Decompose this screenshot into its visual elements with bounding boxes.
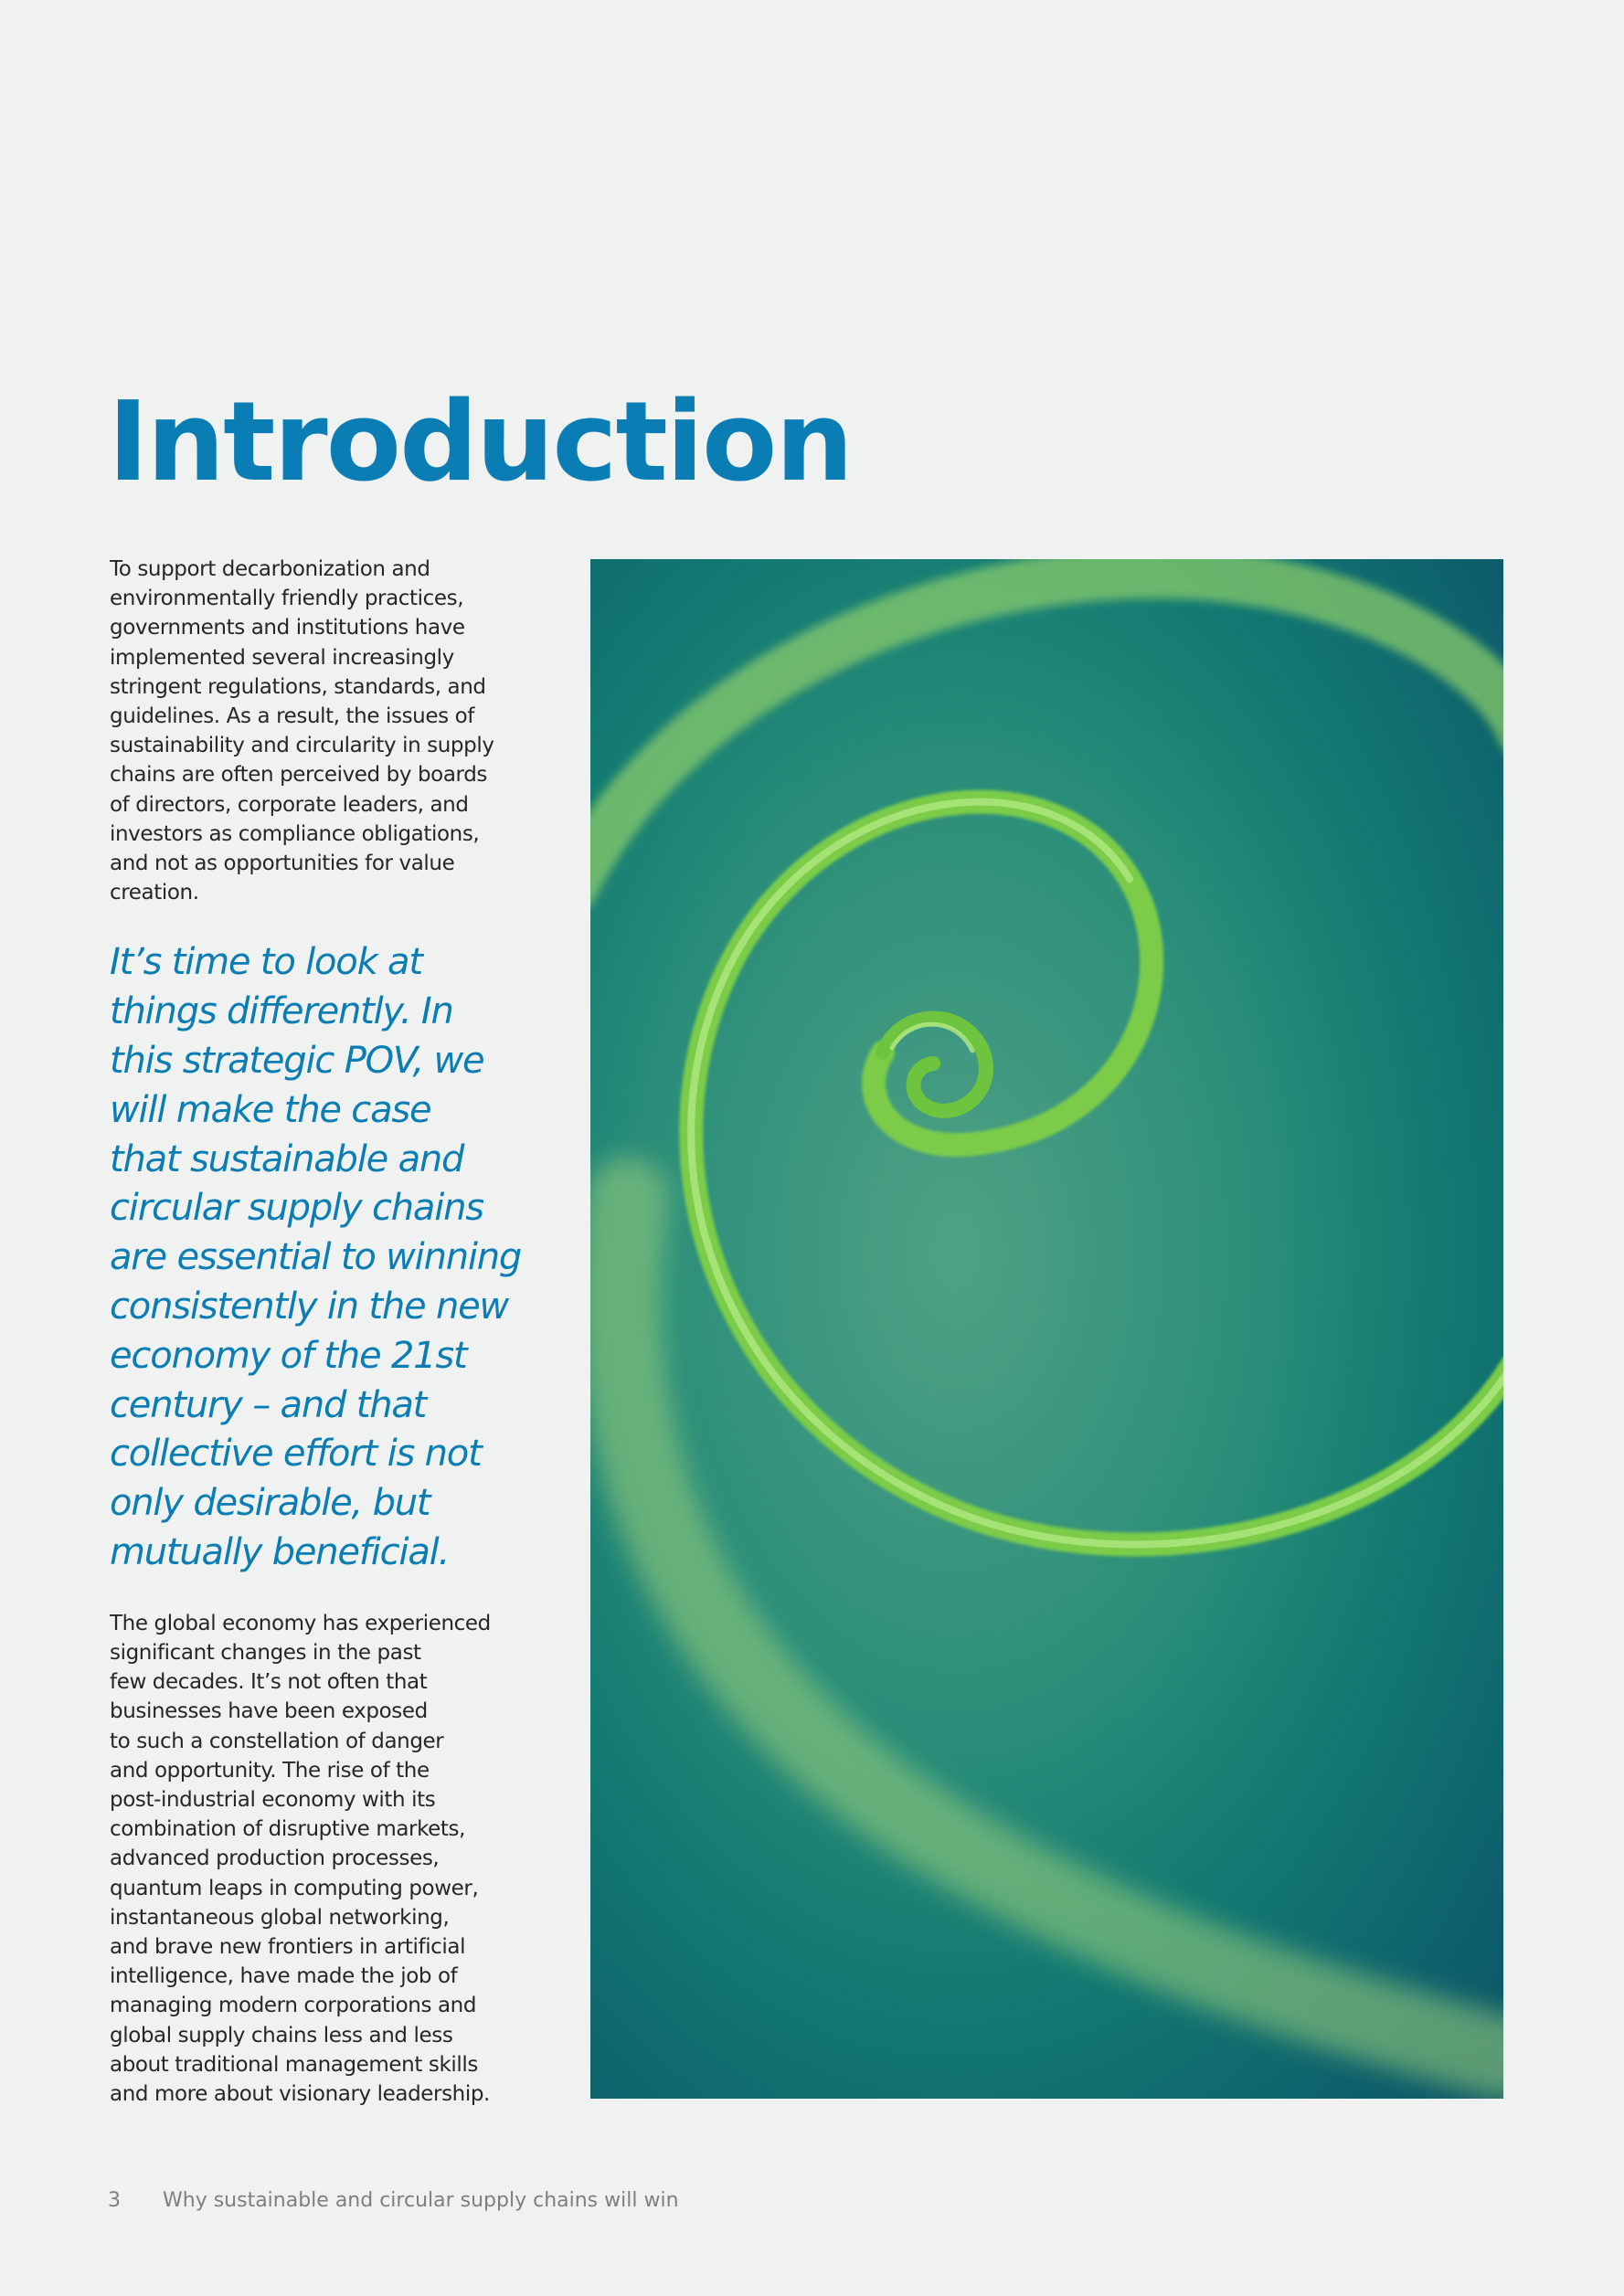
page-title: Introduction (108, 379, 852, 506)
body-paragraph: The global economy has experienced significant changes in the past few decades. It’s not often that businesses have been exposed to such a constellation of danger and opportunity. The rise of the post-industrial economy with its combination of disruptive markets, advanced production processes, quantum leaps in computing power, instantaneous global networking, and brave new frontiers in artificial intelligence, have made the job of managing modern corporations and global supply chains less and less about traditional management skills and more about visionary leadership. (110, 1611, 491, 2107)
pull-quote: It’s time to look at things differently. In this strategic POV, we will make the case that sustainable and circular supply chains are essential to winning consistently in the new economy of the 21st century – and that collective effort is not only desirable, but mutually beneficial. (110, 941, 522, 1573)
spiral-tendril-illustration (590, 559, 1503, 2099)
intro-paragraph: To support decarbonization and environmentally friendly practices, governments and institutions have implemented several increasingly stringent regulations, standards, and guidelines. As a result, the issues of sustainability and circularity in supply chains are often perceived by boards of directors, corporate leaders, and investors as compliance obligations, and not as opportunities for value creation. (110, 557, 494, 905)
text-column (110, 555, 539, 2109)
page-footer (108, 2189, 679, 2212)
hero-image-spiral-tendril (590, 559, 1503, 2099)
page-number: 3 (108, 2189, 121, 2212)
footer-document-title: Why sustainable and circular supply chains will win (163, 2189, 679, 2212)
